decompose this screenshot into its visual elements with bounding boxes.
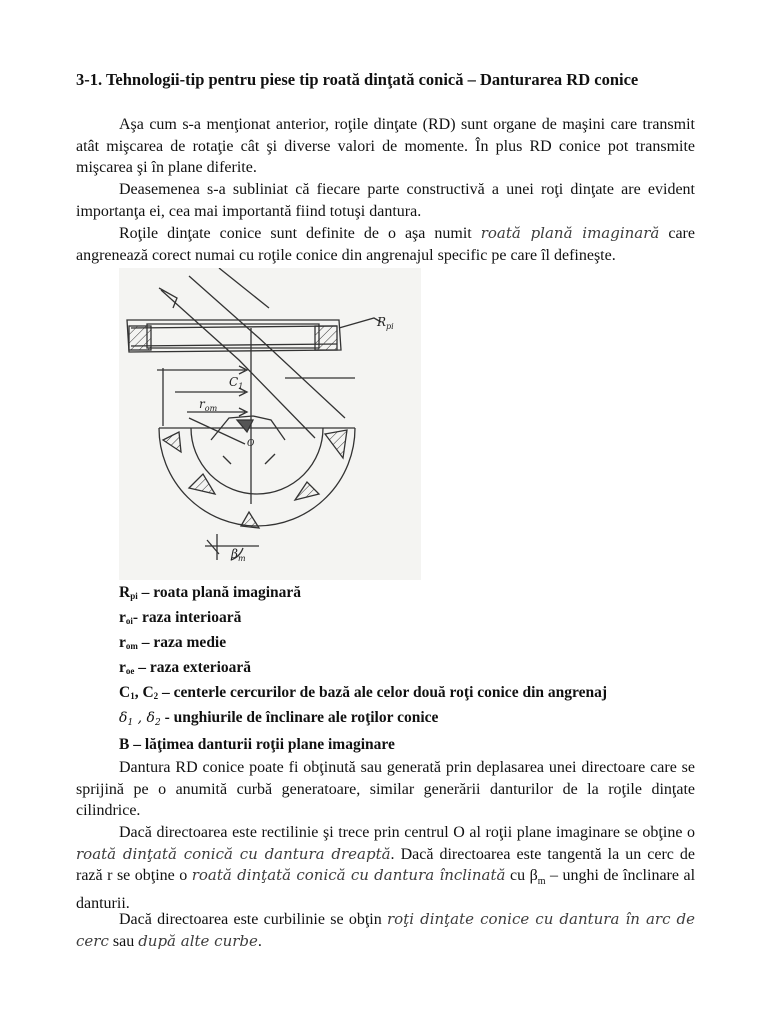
beta-subscript: m: [537, 876, 546, 888]
text-run: care angrenează corect numai cu roţile conice din angrenajul specific pe care îl defineşte.: [76, 225, 695, 264]
label-rom: $r_{om}$: [199, 397, 218, 413]
italic-term: după alte curbe: [138, 931, 258, 950]
legend-row-roi: $r_{oi}-$ raza interioară: [119, 609, 242, 626]
bevel-gear-sketch: [119, 268, 421, 580]
legend-row-rom: $r_{om}$ – raza medie: [119, 634, 227, 651]
label-o: O: [247, 439, 255, 449]
legend-row-centers: $C_1$, $C_2$ – centerle cercurilor de bază ale celor două roţi conice din angrenaj: [119, 684, 607, 701]
text-run: Dacă directoarea este curbilinie se obţin: [119, 911, 388, 928]
italic-term: roată plană imaginară: [480, 224, 660, 242]
text-run: Dacă directoarea este rectilinie şi trece prin centrul O al roţii plane imaginare se obţine o: [119, 824, 695, 841]
text-run: sau: [108, 932, 139, 950]
label-rpi: $R_{pi}$: [377, 315, 394, 331]
text-run: cu β: [505, 867, 538, 884]
italic-term: roată dinţată conică cu dantura dreaptă: [76, 844, 391, 863]
paragraph-imaginary-wheel: [76, 223, 695, 266]
legend-row-roe: $r_{oe}$ – raza exterioară: [119, 659, 252, 676]
paragraph-construction: Deasemenea s-a subliniat că fiecare parte constructivă a unei roţi dinţate are evident importanţa ei, cea mai importantă fiind totuşi dantura.: [76, 181, 695, 220]
text-run: . Dacă directoarea este tangentă la un cerc de rază r se obţine o: [76, 845, 695, 884]
paragraph-directrix: [76, 822, 695, 914]
section-title: 3-1. Tehnologii-tip pentru piese tip roată dinţată conică – Danturarea RD conice: [76, 70, 639, 89]
italic-term: roată dinţată conică cu dantura înclinată: [191, 866, 506, 884]
text-run: Roţile dinţate conice sunt definite de o aşa numit: [119, 225, 481, 242]
text-run: .: [257, 932, 262, 950]
legend-row-angles: δ1 , δ2 - unghiurile de înclinare ale roţilor conice: [119, 709, 439, 728]
label-c1: $C_1$: [229, 375, 244, 391]
paragraph-curved: [76, 909, 695, 952]
label-beta: $\beta_m$: [231, 547, 246, 563]
legend-row-width: B – lăţimea danturii roţii plane imaginare: [119, 736, 395, 753]
italic-term: roţi dinţate conice cu dantura în arc de cerc: [76, 910, 696, 950]
paragraph-generation: Dantura RD conice poate fi obţinută sau generată prin deplasarea unei directoare care se sprijină pe o anumită curbă generatoare, similar generării danturilor de la roţile dinţate cilindrice.: [76, 759, 695, 819]
sketch-drawing: [119, 268, 421, 580]
legend-row-rpi: $R_{pi}$ – roata plană imaginară: [119, 584, 302, 601]
text-run: – unghi de înclinare al danturii.: [76, 867, 696, 912]
symbol-legend: [119, 582, 719, 756]
paragraph-intro: Aşa cum s-a menţionat anterior, roţile dinţate (RD) sunt organe de maşini care transmit atât mişcarea de rotaţie cât şi diverse valori de momente. În plus RD conice pot transmite mişcarea şi în plane diferite.: [76, 116, 695, 176]
